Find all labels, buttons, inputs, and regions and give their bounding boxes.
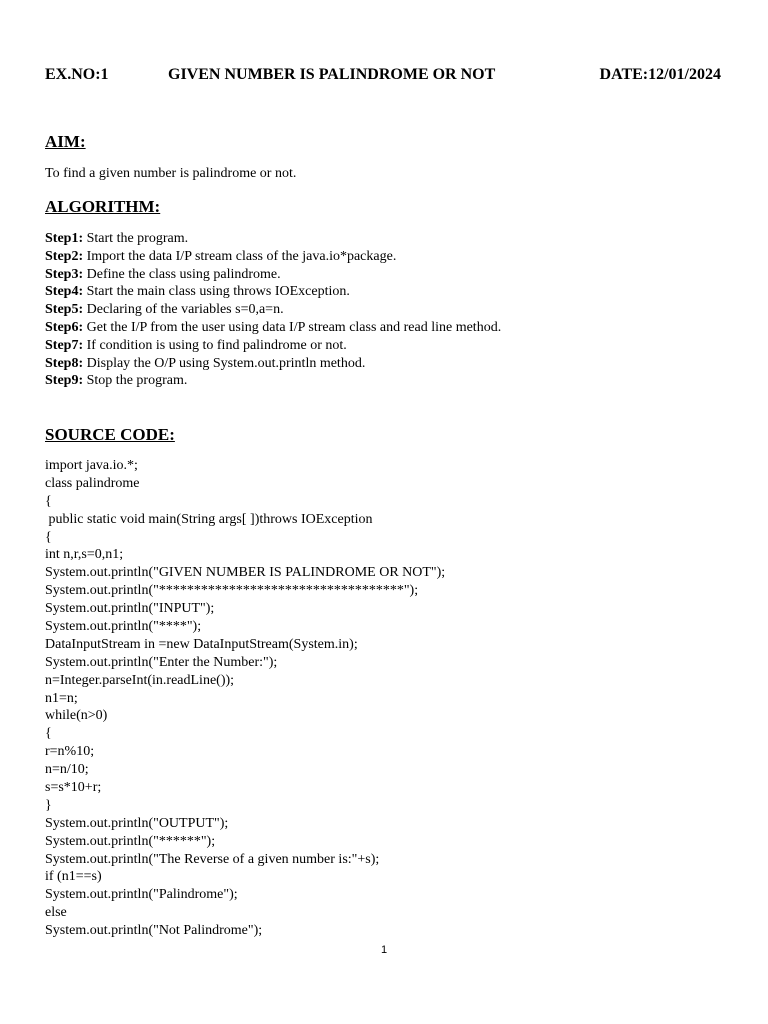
exercise-date: DATE:12/01/2024 (599, 66, 721, 83)
code-line: import java.io.*; (45, 458, 138, 473)
algorithm-step (45, 301, 501, 319)
aim-heading: AIM: (45, 132, 86, 151)
code-line: System.out.println("INPUT"); (45, 601, 215, 617)
code-line: System.out.println("The Reverse of a given number is:"+s); (45, 851, 380, 867)
step-text: Display the O/P using System.out.println method. (83, 355, 366, 371)
code-line: while(n>0) (45, 708, 108, 724)
code-line: System.out.println("GIVEN NUMBER IS PALINDROME OR NOT"); (45, 565, 446, 581)
code-line: System.out.println("***********************************"); (45, 583, 419, 599)
algorithm-step (45, 372, 501, 390)
aim-text: To find a given number is palindrome or not. (45, 166, 297, 181)
step-label: Step3: (45, 266, 84, 282)
step-text: Import the data I/P stream class of the java.io*package. (83, 248, 397, 264)
code-line: System.out.println("OUTPUT"); (45, 815, 229, 831)
step-text: Define the class using palindrome. (83, 266, 281, 282)
step-label: Step5: (45, 302, 84, 318)
page-header (45, 64, 721, 86)
code-line: System.out.println("Not Palindrome"); (45, 923, 263, 939)
page-number: 1 (380, 944, 388, 956)
algorithm-step (45, 337, 501, 355)
step-label: Step6: (45, 319, 84, 335)
step-text: Start the program. (83, 231, 189, 246)
step-label: Step7: (45, 337, 84, 353)
algorithm-step (45, 230, 501, 248)
step-text: Declaring of the variables s=0,a=n. (83, 302, 284, 318)
code-line: System.out.println("Palindrome"); (45, 887, 238, 903)
algorithm-heading: ALGORITHM: (45, 197, 161, 216)
code-line: { (45, 726, 52, 742)
code-line: { (45, 493, 52, 509)
code-line: DataInputStream in =new DataInputStream(System.in); (45, 636, 358, 652)
step-label: Step8: (45, 355, 84, 371)
step-label: Step1: (45, 231, 84, 246)
step-label: Step2: (45, 248, 84, 264)
algorithm-step (45, 248, 501, 266)
step-text: Stop the program. (83, 373, 188, 389)
code-line: System.out.println("Enter the Number:"); (45, 654, 278, 670)
code-line: { (45, 529, 52, 545)
algorithm-step (45, 283, 501, 301)
code-line: class palindrome (45, 475, 140, 491)
code-line: else (45, 905, 67, 921)
exercise-number: EX.NO:1 (45, 66, 109, 83)
code-line: System.out.println("******"); (45, 833, 216, 849)
exercise-title: GIVEN NUMBER IS PALINDROME OR NOT (168, 66, 496, 83)
algorithm-steps (45, 230, 501, 390)
code-line: } (45, 797, 52, 813)
algorithm-step (45, 319, 501, 337)
source-code-heading: SOURCE CODE: (45, 425, 175, 444)
code-line: s=s*10+r; (45, 780, 102, 796)
algorithm-step (45, 266, 501, 284)
step-label: Step9: (45, 373, 84, 389)
code-line: r=n%10; (45, 744, 95, 760)
code-line: n=n/10; (45, 762, 89, 778)
code-line: n1=n; (45, 690, 78, 706)
step-text: Get the I/P from the user using data I/P stream class and read line method. (83, 319, 502, 335)
code-line: if (n1==s) (45, 869, 102, 885)
code-line: public static void main(String args[ ])throws IOException (45, 511, 373, 527)
source-code-block (45, 457, 445, 940)
algorithm-step (45, 355, 501, 373)
code-line: n=Integer.parseInt(in.readLine()); (45, 672, 235, 688)
code-line: int n,r,s=0,n1; (45, 547, 124, 563)
step-label: Step4: (45, 284, 84, 300)
step-text: Start the main class using throws IOException. (83, 284, 350, 300)
code-line: System.out.println("****"); (45, 619, 202, 635)
step-text: If condition is using to find palindrome or not. (83, 337, 347, 353)
